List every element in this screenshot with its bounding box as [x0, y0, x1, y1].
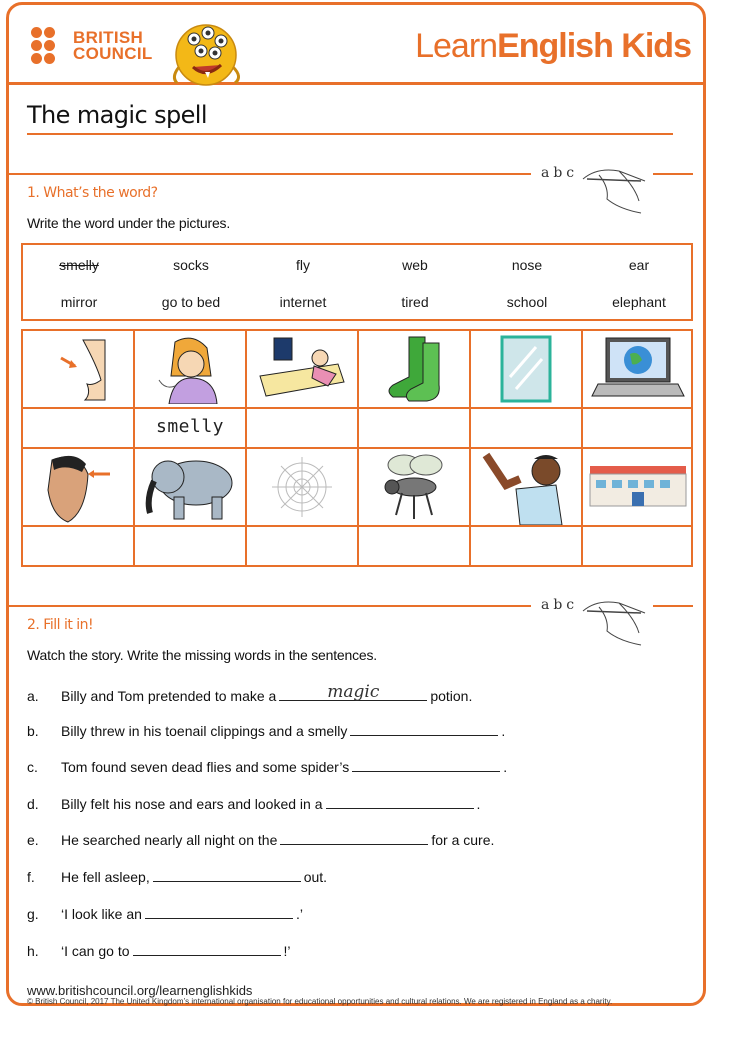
answer-blank[interactable]	[145, 905, 293, 919]
question-b: b. Billy threw in his toenail clippings and a smelly .	[27, 723, 506, 739]
answer-blank[interactable]	[352, 758, 500, 772]
word-bank-item: go to bed	[161, 294, 221, 310]
org-line1: BRITISH	[73, 28, 144, 47]
british-council-dots-icon	[31, 27, 69, 65]
answer-cell[interactable]	[359, 409, 469, 445]
word-bank-item: web	[402, 257, 428, 273]
question-d: d. Billy felt his nose and ears and looked in a .	[27, 796, 481, 812]
word-bank-item: ear	[628, 257, 650, 273]
writing-hand-icon	[579, 589, 651, 649]
word-bank	[21, 243, 693, 321]
footer-copyright: © British Council, 2017 The United Kingdom’s international organisation for educational opportunities and cultural relations. We are registered in England as a charity.	[27, 997, 613, 1006]
word-bank-item: elephant	[612, 294, 666, 310]
tired-picture	[471, 449, 581, 525]
question-a: a. Billy and Tom pretended to make a magic potion.	[27, 682, 473, 704]
answer-cell[interactable]	[583, 409, 693, 445]
section1-heading: 1. What’s the word?	[27, 185, 158, 201]
word-bank-item: fly	[296, 257, 310, 273]
answer-blank[interactable]: magic	[279, 687, 427, 701]
section2-rule-right	[653, 605, 693, 607]
question-c: c. Tom found seven dead flies and some spider’s .	[27, 759, 508, 775]
worksheet-page	[6, 2, 706, 1006]
web-picture	[247, 449, 357, 525]
section2-rule-left	[9, 605, 531, 607]
fly-picture	[359, 449, 469, 525]
writing-hand-icon	[579, 157, 651, 217]
word-bank-item: school	[506, 294, 548, 310]
ear-picture	[23, 449, 133, 525]
answer-cell[interactable]	[135, 527, 245, 563]
title-underline	[27, 133, 673, 135]
section2-abc: abc	[541, 597, 579, 613]
section2-heading: 2. Fill it in!	[27, 617, 94, 633]
section1-rule-right	[653, 173, 693, 175]
question-g: g. ‘I look like an .’	[27, 906, 303, 922]
answer-cell[interactable]	[471, 527, 581, 563]
elephant-picture	[135, 449, 245, 525]
answer-cell[interactable]: smelly	[155, 416, 225, 437]
smelly-picture	[135, 331, 245, 407]
word-bank-item: mirror	[60, 294, 98, 310]
answer-blank[interactable]	[350, 722, 498, 736]
word-bank-item: tired	[401, 294, 429, 310]
org-line2: COUNCIL	[73, 44, 153, 63]
section2-instruction: Watch the story. Write the missing words in the sentences.	[27, 647, 377, 663]
word-bank-item: socks	[173, 257, 209, 273]
nose-picture	[23, 331, 133, 407]
question-f: f. He fell asleep, out.	[27, 869, 328, 885]
answer-blank[interactable]	[326, 795, 474, 809]
learnenglish-kids-logo	[415, 27, 691, 66]
brand-light: Learn	[415, 27, 498, 65]
answer-cell[interactable]	[247, 409, 357, 445]
footer-url[interactable]: www.britishcouncil.org/learnenglishkids	[27, 983, 253, 998]
school-picture	[583, 449, 693, 525]
word-bank-row2	[23, 294, 695, 310]
answer-cell[interactable]	[583, 527, 693, 563]
picture-grid	[21, 329, 693, 567]
question-e: e. He searched nearly all night on the for a cure.	[27, 832, 495, 848]
answer-cell[interactable]	[247, 527, 357, 563]
internet-picture	[583, 331, 693, 407]
section1-abc: abc	[541, 165, 579, 181]
answer-blank[interactable]	[153, 868, 301, 882]
british-council-logo	[31, 27, 153, 65]
answer-cell[interactable]	[23, 409, 133, 445]
answer-cell[interactable]	[23, 527, 133, 563]
word-bank-item: nose	[511, 257, 543, 273]
mirror-picture	[471, 331, 581, 407]
question-h: h. ‘I can go to !’	[27, 943, 291, 959]
page-title: The magic spell	[27, 101, 207, 129]
go-to-bed-picture	[247, 331, 357, 407]
answer-cell[interactable]	[471, 409, 581, 445]
section1-instruction: Write the word under the pictures.	[27, 215, 231, 231]
word-bank-item: smelly	[59, 257, 99, 273]
header	[9, 5, 703, 85]
brand-bold: English Kids	[497, 27, 691, 65]
socks-picture	[359, 331, 469, 407]
word-bank-item: internet	[279, 294, 327, 310]
answer-cell[interactable]	[359, 527, 469, 563]
answer-blank[interactable]	[133, 942, 281, 956]
section1-rule-left	[9, 173, 531, 175]
monster-mascot-icon	[161, 15, 251, 87]
word-bank-row1	[23, 257, 695, 273]
answer-blank[interactable]	[280, 831, 428, 845]
